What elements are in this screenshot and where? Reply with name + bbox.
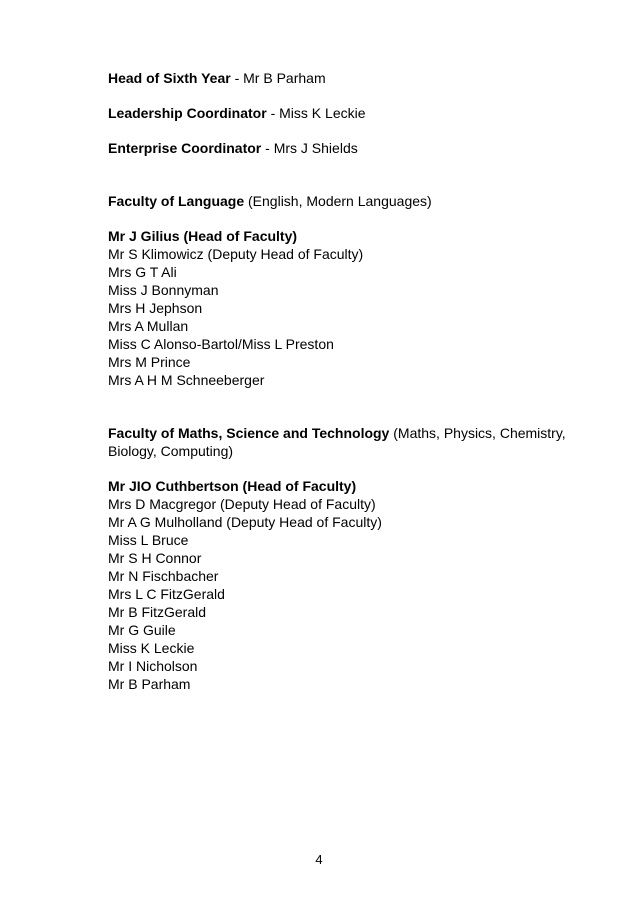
head-of-faculty [108,477,578,495]
head-of-faculty-name: Mr JIO Cuthbertson (Head of Faculty) [108,478,357,494]
role-title: Head of Sixth Year [108,70,231,86]
faculty-language [108,192,578,389]
list-item: Mrs M Prince [108,354,191,370]
document-content [108,69,578,693]
faculty-name: Faculty of Language [108,193,245,209]
list-item: Miss L Bruce [108,532,189,548]
faculty-subjects: (Maths, Physics, Chemistry, Biology, Computing) [108,425,566,459]
role-separator: - [261,140,274,156]
list-item: Mr G Guile [108,622,176,638]
role-name: Miss K Leckie [279,105,366,121]
role-name: Mrs J Shields [273,140,358,156]
list-item: Mrs D Macgregor (Deputy Head of Faculty) [108,496,376,512]
list-item: Mrs L C FitzGerald [108,586,225,602]
role-separator: - [266,105,280,121]
role-head-of-sixth-year [108,69,578,87]
head-of-faculty-name: Mr J Gilius (Head of Faculty) [108,228,298,244]
list-item: Mr B FitzGerald [108,604,207,620]
staff-list [108,227,578,389]
faculty-maths-science-technology [108,424,578,693]
list-item: Mr B Parham [108,676,191,692]
list-item: Miss J Bonnyman [108,282,219,298]
faculty-heading [108,192,578,210]
head-of-faculty [108,227,578,245]
list-item: Miss C Alonso-Bartol/Miss L Preston [108,336,334,352]
role-separator: - [230,70,244,86]
role-leadership-coordinator [108,104,578,122]
page-number: 4 [315,852,323,867]
list-item: Mrs A H M Schneeberger [108,372,265,388]
list-item: Mrs H Jephson [108,300,203,316]
role-title: Leadership Coordinator [108,105,267,121]
role-title: Enterprise Coordinator [108,140,262,156]
list-item: Mr A G Mulholland (Deputy Head of Faculty) [108,514,382,530]
staff-list [108,477,578,693]
faculty-heading [108,424,578,460]
faculty-subjects: (English, Modern Languages) [244,193,432,209]
list-item: Mr S Klimowicz (Deputy Head of Faculty) [108,246,364,262]
list-item: Miss K Leckie [108,640,195,656]
list-item: Mr S H Connor [108,550,202,566]
list-item: Mr N Fischbacher [108,568,219,584]
faculty-name: Faculty of Maths, Science and Technology [108,425,390,441]
list-item: Mr I Nicholson [108,658,198,674]
list-item: Mrs G T Ali [108,264,177,280]
role-name: Mr B Parham [243,70,326,86]
list-item: Mrs A Mullan [108,318,189,334]
role-enterprise-coordinator [108,139,578,157]
